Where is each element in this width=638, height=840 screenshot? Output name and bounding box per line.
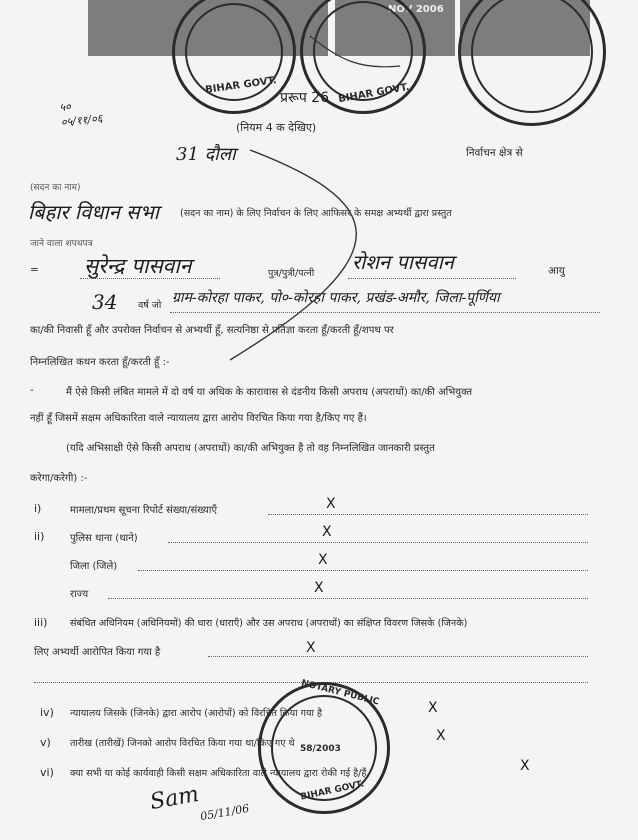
item-number: ii): [34, 530, 45, 543]
item-label: राज्य: [70, 589, 89, 600]
candidate-name: सुरेन्द्र पासवान: [84, 254, 192, 278]
intro-line5: का/की निवासी हूँ और उपरोक्त निर्वाचन से अभ्यर्थी हूँ, सत्यनिष्ठा से प्रतिज्ञा करता हूँ/करती हूँ/शपथ पर: [30, 325, 394, 336]
form-rule: (नियम 4 क देखिए): [236, 121, 317, 134]
notary-seal-number: 58/2003: [300, 744, 341, 754]
item-number: iv): [40, 706, 54, 719]
item-number: i): [34, 502, 42, 515]
signature-date: 05/11/06: [199, 801, 251, 824]
para2-line1: (यदि अभिसाक्षी ऐसे किसी अपराध (अपराधों) का/की अभियुक्त है तो वह निम्नलिखित जानकारी प्रस्तुत: [66, 443, 435, 454]
item-number: v): [40, 736, 51, 749]
item-label: मामला/प्रथम सूचना रिपोर्ट संख्या/संख्याएँ: [70, 505, 218, 516]
relation-label: पुत्र/पुत्री/पत्नी: [268, 268, 315, 279]
father-name: रोशन पासवान: [352, 250, 454, 274]
item-value: X: [428, 700, 438, 716]
item-value: X: [520, 758, 530, 774]
item-label-cont: लिए अभ्यर्थी आरोपित किया गया है: [34, 647, 161, 658]
age-label: आयु: [548, 265, 565, 277]
address-value: ग्राम-कोरहा पाकर, पो०-कोरहा पाकर, प्रखंड-अमौर, जिला-पूर्णिया: [172, 290, 500, 306]
item-number: vi): [40, 766, 54, 779]
handwritten-date: 31 दौला: [176, 144, 236, 165]
item-value: X: [314, 580, 324, 596]
para1-line1: मैं ऐसे किसी लंबित मामले में दो वर्ष या अधिक के कारावास से दंडनीय किसी अपराध (अपराधों) का/की अभियुक्त: [66, 387, 473, 398]
item-label: संबंधित अधिनियम (अधिनियमों) की धारा (धाराएँ) और उस अपराध (अपराधों) का संक्षिप्त विवरण जिसके (जिनके): [70, 618, 468, 629]
item-value: X: [436, 728, 446, 744]
seal-text: BIHAR GOVT.: [204, 75, 278, 96]
intro-line2: (सदन का नाम) के लिए निर्वाचन के लिए आफिसर के समक्ष अभ्यर्थी द्वारा प्रस्तुत: [180, 208, 452, 219]
intro-line6: निम्नलिखित कथन करता हूँ/करती हूँ :-: [30, 357, 170, 368]
bullet: -: [30, 384, 34, 396]
signature: Sam: [148, 781, 201, 816]
intro-prefix: (सदन का नाम): [30, 183, 81, 193]
item-label: पुलिस थाना (थाने): [70, 533, 138, 544]
para2-line2: करेगा/करेगी) :-: [30, 473, 88, 484]
stamp-date: NOV 2006: [388, 4, 444, 15]
notary-seal-bottom: BIHAR GOVT.: [299, 779, 366, 803]
equals-mark: =: [30, 264, 39, 276]
seal-text: BIHAR GOVT.: [337, 81, 411, 106]
para1-line2: नहीं हूँ जिसमें सक्षम अधिकारिता वाले न्यायालय द्वारा आरोप विरचित किया गया है/किए गए हैं।: [30, 413, 367, 424]
house-name: बिहार विधान सभा: [28, 200, 159, 224]
item-value: X: [306, 640, 316, 656]
item-label: तारीख (तारीखें) जिनको आरोप विरचित किया गया था/किए गए थे: [70, 738, 295, 749]
item-label: न्यायालय जिसके (जिनके) द्वारा आरोप (आरोपों) को विरचित किया गया है: [70, 708, 323, 719]
form-title: प्ररूप 26: [280, 90, 330, 106]
item-label: क्या सभी या कोई कार्यवाही किसी सक्षम अधिकारिता वाले न्यायालय द्वारा रोकी गई है/हैं: [70, 768, 367, 779]
constituency-label: निर्वाचन क्षेत्र से: [466, 147, 523, 159]
intro-line3: जाने वाला शपथपत्र: [30, 239, 93, 249]
item-number: iii): [34, 616, 48, 629]
item-value: X: [322, 524, 332, 540]
margin-note: ५० ०५/११/०६: [58, 100, 104, 130]
item-value: X: [326, 496, 336, 512]
age-value: 34: [92, 290, 118, 314]
address-prefix: वर्ष जो: [138, 300, 162, 311]
item-label: जिला (जिले): [70, 561, 118, 572]
notary-seal-top: NOTARY PUBLIC: [299, 678, 381, 708]
item-value: X: [318, 552, 328, 568]
